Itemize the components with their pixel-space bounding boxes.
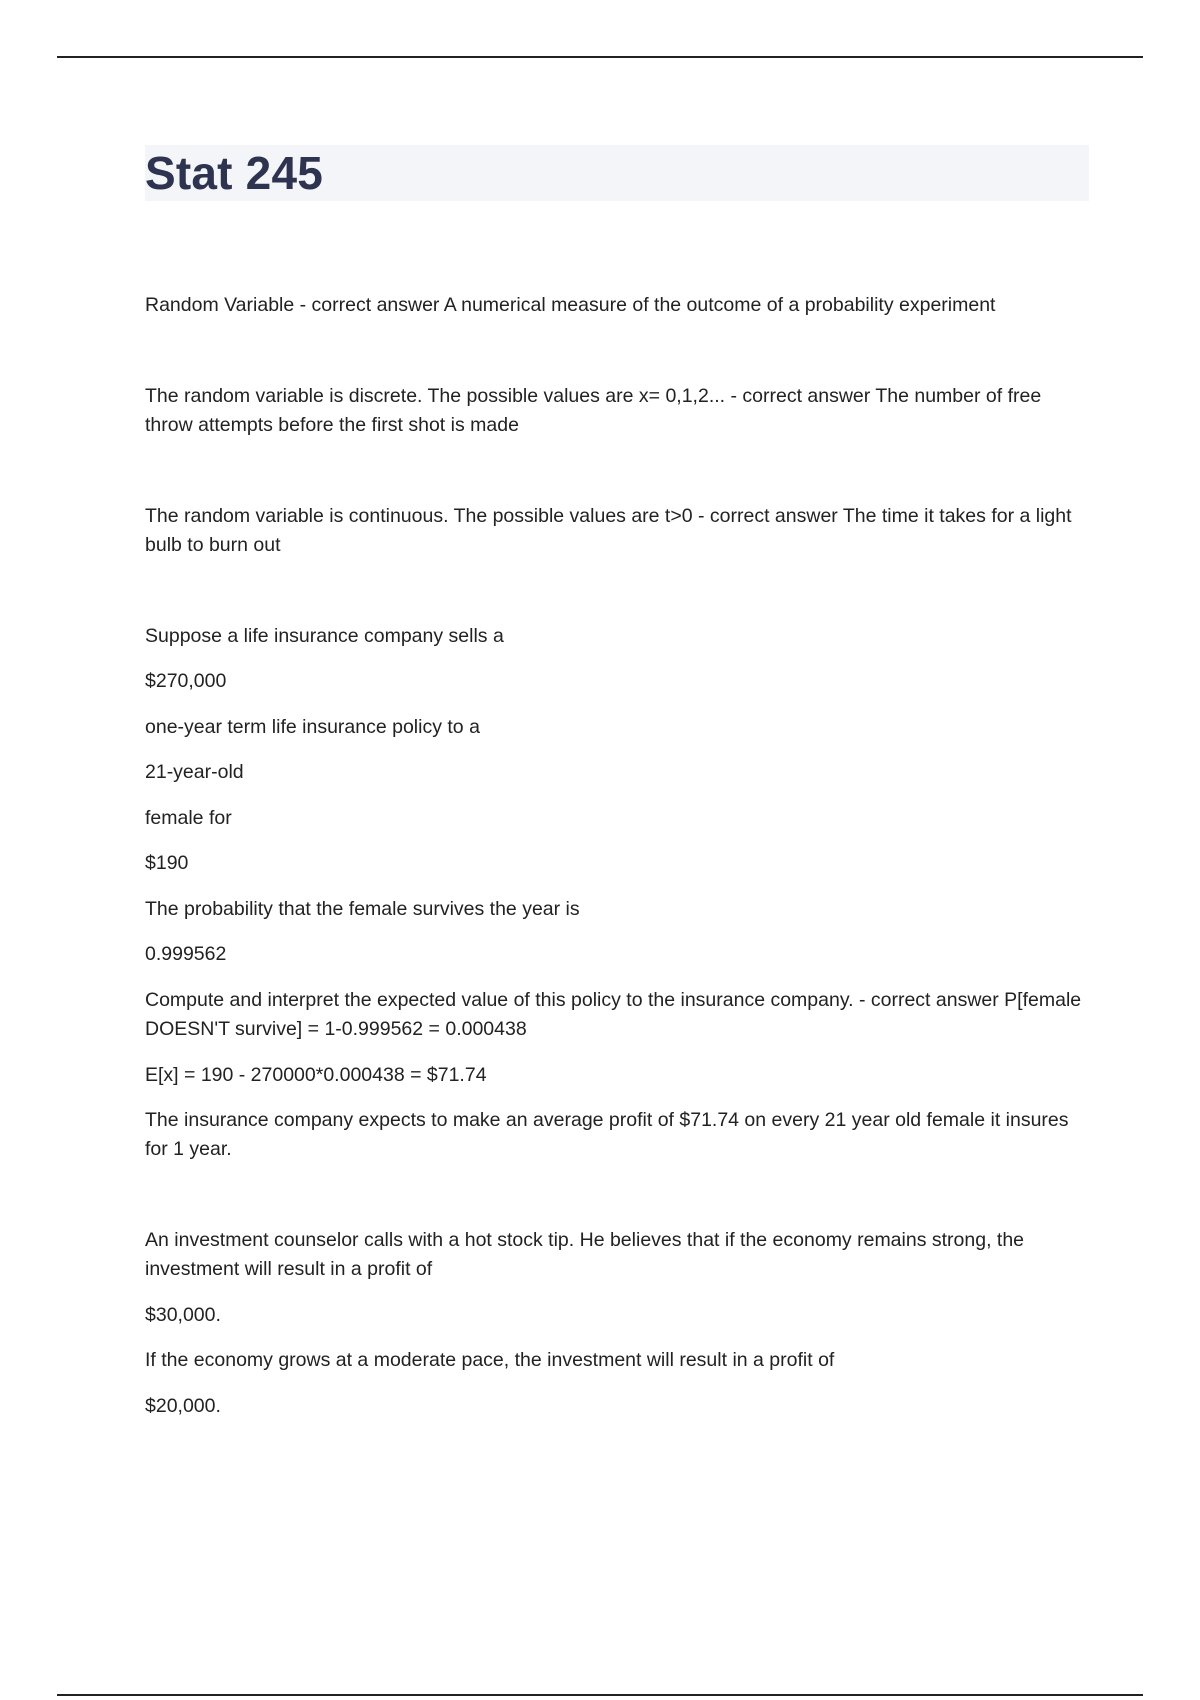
- paragraph-compute-expected-value: Compute and interpret the expected value of this policy to the insurance company. - correct answer P[female DOESN'T survive] = 1-0.999562 = 0.000438: [145, 989, 1082, 1040]
- page-title: Stat 245: [145, 147, 324, 199]
- paragraph-insurance-intro: Suppose a life insurance company sells a: [145, 625, 504, 647]
- paragraph-premium: $190: [145, 852, 189, 874]
- paragraph-policy-term: one-year term life insurance policy to a: [145, 716, 480, 738]
- paragraph-moderate-growth: If the economy grows at a moderate pace, the investment will result in a profit of: [145, 1349, 835, 1371]
- paragraph-female-for: female for: [145, 807, 232, 829]
- title-bar: [145, 145, 1089, 201]
- paragraph-policy-amount: $270,000: [145, 670, 227, 692]
- paragraph-survival-probability-value: 0.999562: [145, 943, 227, 965]
- paragraph-profit-strong: $30,000.: [145, 1304, 221, 1326]
- top-rule: [57, 56, 1143, 58]
- paragraph-age: 21-year-old: [145, 761, 244, 783]
- paragraph-interpretation: The insurance company expects to make an average profit of $71.74 on every 21 year old female it insures for 1 year.: [145, 1109, 1069, 1160]
- bottom-rule: [57, 1694, 1143, 1696]
- paragraph-survival-probability-label: The probability that the female survives the year is: [145, 898, 580, 920]
- paragraph-investment-intro: An investment counselor calls with a hot stock tip. He believes that if the economy remains strong, the investment will result in a profit of: [145, 1229, 1025, 1280]
- paragraph-profit-moderate: $20,000.: [145, 1395, 221, 1417]
- paragraph-random-variable: Random Variable - correct answer A numerical measure of the outcome of a probability experiment: [145, 294, 996, 316]
- paragraph-discrete: The random variable is discrete. The possible values are x= 0,1,2... - correct answer The number of free throw attempts before the first shot is made: [145, 385, 1042, 436]
- paragraph-expected-value-formula: E[x] = 190 - 270000*0.000438 = $71.74: [145, 1064, 487, 1086]
- paragraph-continuous: The random variable is continuous. The possible values are t>0 - correct answer The time it takes for a light bulb to burn out: [145, 505, 1072, 556]
